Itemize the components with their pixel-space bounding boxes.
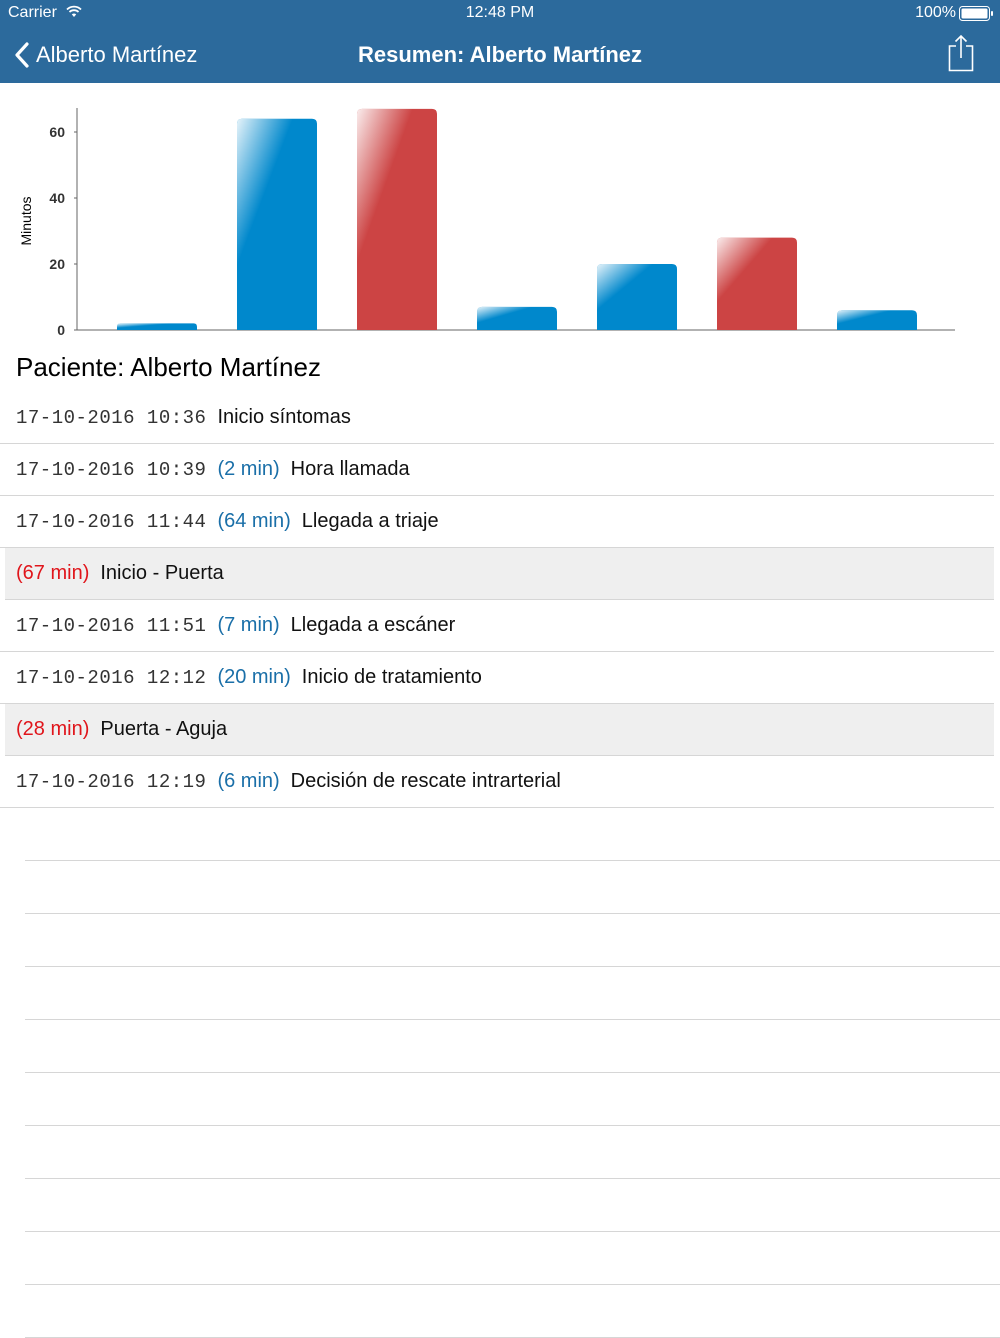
back-button-label: Alberto Martínez — [36, 42, 198, 67]
empty-list-row — [25, 861, 1000, 914]
empty-list-row — [25, 914, 1000, 967]
empty-list-row — [25, 1232, 1000, 1285]
summary-row[interactable] — [5, 548, 994, 600]
chart-bar-gloss — [597, 264, 677, 330]
y-axis-label: Minutos — [18, 196, 34, 246]
patient-title: Paciente: Alberto Martínez — [16, 352, 321, 382]
row-duration: (20 min) — [217, 666, 291, 688]
y-tick-label: 40 — [49, 190, 65, 206]
row-label: Llegada a escáner — [290, 614, 456, 636]
empty-list-row — [25, 1126, 1000, 1179]
timeline-row[interactable] — [0, 756, 994, 808]
chart-bar-gloss — [477, 307, 557, 330]
row-label: Llegada a triaje — [301, 510, 439, 532]
timeline-row[interactable] — [0, 496, 994, 548]
row-duration: (64 min) — [217, 510, 291, 532]
empty-list-row — [25, 1073, 1000, 1126]
row-label: Inicio síntomas — [217, 406, 351, 428]
row-date: 17-10-2016 10:39 — [16, 458, 207, 481]
timeline-row[interactable] — [0, 444, 994, 496]
row-date: 17-10-2016 11:51 — [16, 614, 207, 637]
empty-list-row — [25, 808, 1000, 861]
row-date: 17-10-2016 12:12 — [16, 666, 207, 689]
row-label: Inicio - Puerta — [100, 562, 224, 584]
row-date: 17-10-2016 10:36 — [16, 406, 207, 429]
empty-list-row — [25, 1020, 1000, 1073]
row-label: Hora llamada — [290, 458, 410, 480]
chart-bar-gloss — [717, 238, 797, 330]
timeline-row[interactable] — [0, 652, 994, 704]
timeline-list — [0, 392, 1000, 1338]
share-icon — [948, 34, 974, 72]
y-tick-label: 60 — [49, 124, 65, 140]
share-button[interactable] — [948, 34, 974, 72]
row-duration: (6 min) — [217, 770, 280, 792]
empty-list-row — [25, 967, 1000, 1020]
row-date: 17-10-2016 12:19 — [16, 770, 207, 793]
row-duration: (7 min) — [217, 614, 280, 636]
navigation-bar — [0, 0, 1000, 83]
battery-icon — [959, 6, 994, 21]
empty-list-row — [25, 1179, 1000, 1232]
timeline-row[interactable] — [0, 392, 994, 444]
status-carrier: Carrier — [8, 4, 57, 21]
page-title: Resumen: Alberto Martínez — [357, 42, 642, 67]
chart-bar-gloss — [837, 310, 917, 330]
row-label: Inicio de tratamiento — [301, 666, 482, 688]
row-duration: (2 min) — [217, 458, 280, 480]
battery-percentage: 100% — [915, 4, 956, 21]
row-duration: (28 min) — [16, 718, 90, 740]
row-date: 17-10-2016 11:44 — [16, 510, 207, 533]
chart-bar-gloss — [237, 119, 317, 330]
bar-chart — [0, 90, 1000, 350]
timeline-row[interactable] — [0, 600, 994, 652]
y-tick-label: 20 — [49, 256, 65, 272]
chart-bar-gloss — [117, 323, 197, 330]
empty-list-row — [25, 1285, 1000, 1338]
status-time: 12:48 PM — [465, 4, 535, 21]
y-tick-label: 0 — [57, 322, 65, 338]
row-label: Decisión de rescate intrarterial — [290, 770, 561, 792]
chart-bar-gloss — [357, 109, 437, 330]
row-label: Puerta - Aguja — [100, 718, 228, 740]
row-duration: (67 min) — [16, 562, 90, 584]
summary-row[interactable] — [5, 704, 994, 756]
